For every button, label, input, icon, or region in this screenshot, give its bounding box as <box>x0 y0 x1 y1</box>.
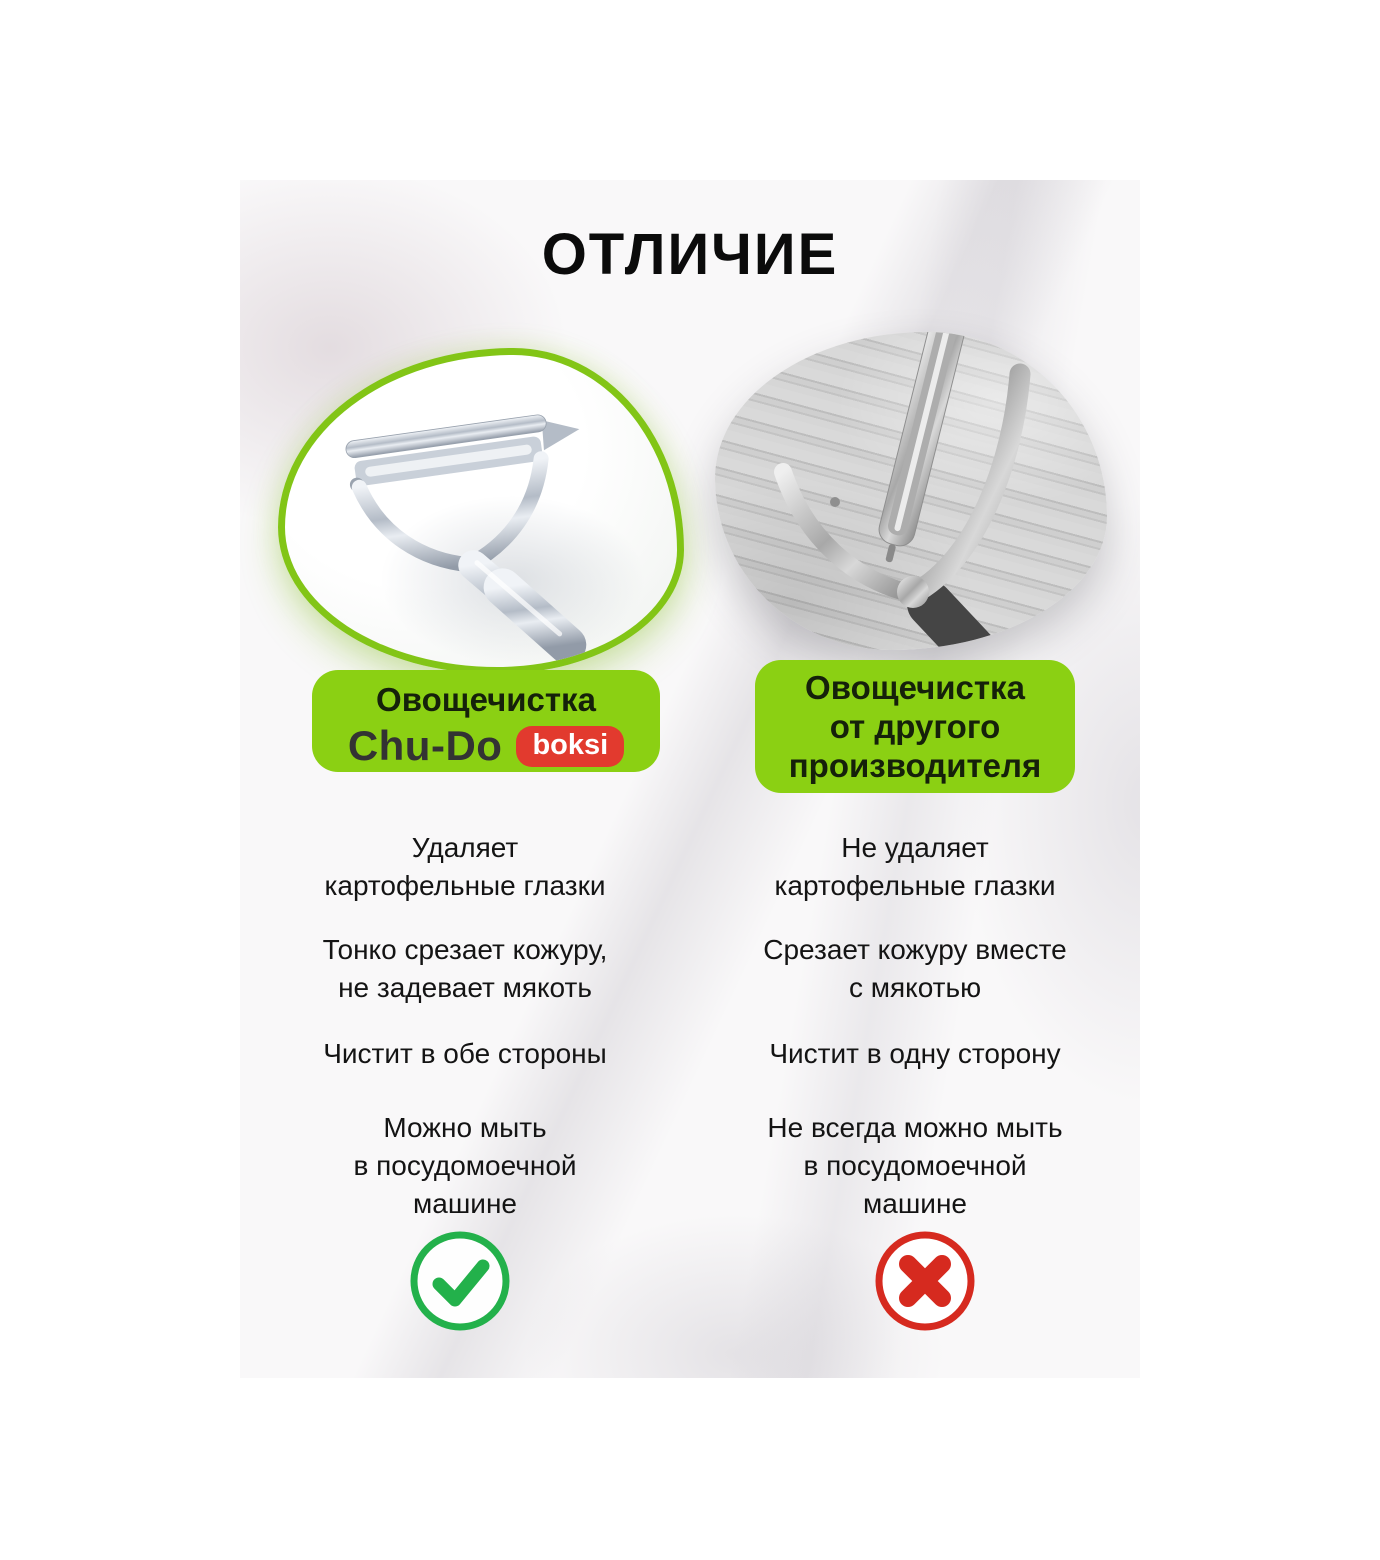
feature-item: Чистит в обе стороны <box>323 1038 607 1069</box>
feature-item: Удаляет картофельные глазки <box>324 832 606 901</box>
label-competitor: Овощечистка от другого производителя <box>755 660 1075 793</box>
label-chudo-product: Овощечистка <box>376 681 596 718</box>
feature-item: Не всегда можно мыть в посудомоечной машине <box>767 1112 1063 1219</box>
competitor-peeler-image <box>715 332 1107 650</box>
product-photo-competitor <box>715 332 1107 650</box>
feature-item: Чистит в одну сторону <box>769 1038 1061 1069</box>
column-competitor <box>690 180 1140 1378</box>
chudo-peeler-image <box>285 355 677 667</box>
cross-icon <box>872 1228 978 1334</box>
page-title: ОТЛИЧИЕ <box>541 222 839 287</box>
check-icon <box>407 1228 513 1334</box>
brand-row <box>312 722 660 770</box>
brand-badge: boksi <box>516 726 624 767</box>
feature-item: Тонко срезает кожуру, не задевает мякоть <box>322 934 608 1003</box>
feature-item: Не удаляет картофельные глазки <box>774 832 1056 901</box>
infographic-canvas <box>240 180 1140 1378</box>
column-chudo <box>240 180 690 1378</box>
feature-item: Срезает кожуру вместе с мякотью <box>763 934 1067 1003</box>
feature-item: Можно мыть в посудомоечной машине <box>353 1112 577 1219</box>
brand-name: Chu-Do <box>347 722 503 769</box>
product-photo-chudo <box>278 348 684 674</box>
label-chudo <box>312 670 660 772</box>
